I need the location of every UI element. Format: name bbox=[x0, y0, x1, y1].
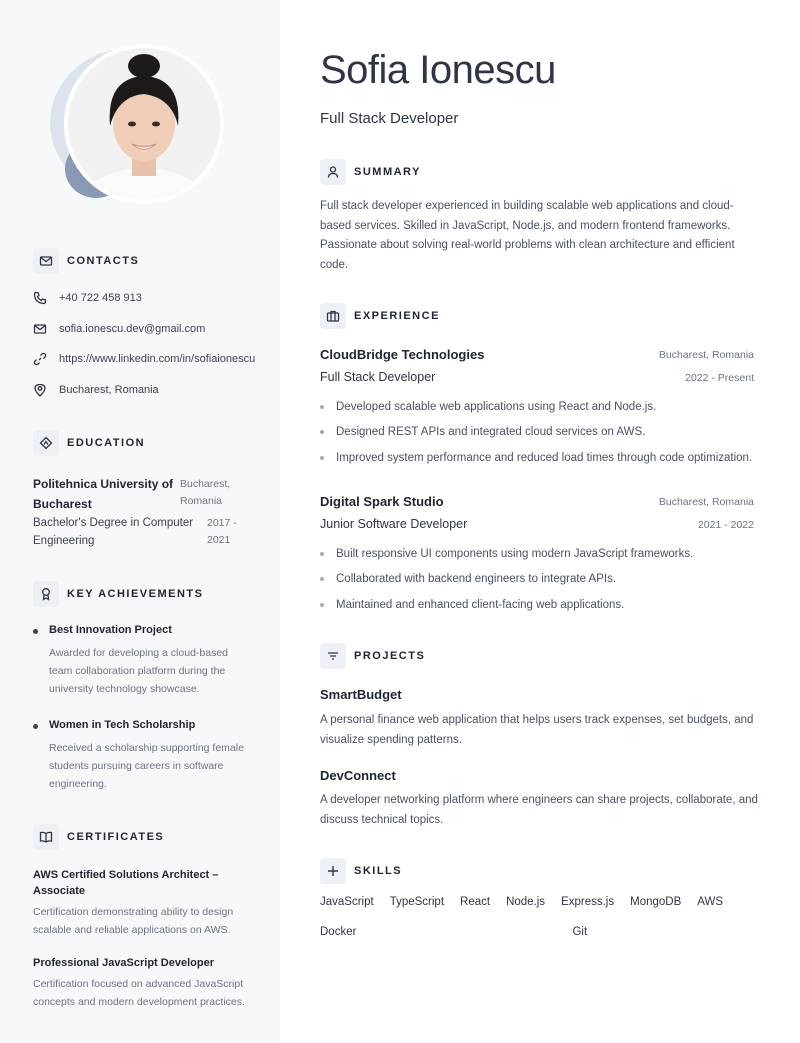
skill-item: TypeScript bbox=[389, 896, 445, 908]
education-location bbox=[180, 476, 230, 510]
experience-header bbox=[320, 303, 440, 329]
achievement-line: university technology showcase. bbox=[49, 683, 200, 695]
skills-header bbox=[320, 858, 402, 884]
main-content bbox=[280, 0, 800, 1043]
certificate-line: Certification focused on advanced JavaScript bbox=[33, 978, 244, 990]
skills-list bbox=[320, 896, 760, 938]
years-line-1: 2017 - bbox=[207, 517, 237, 529]
job-dates: 2021 - 2022 bbox=[697, 519, 754, 531]
email-icon bbox=[33, 322, 47, 336]
education-section-icon bbox=[33, 430, 59, 456]
achievement-title: Best Innovation Project bbox=[49, 624, 172, 636]
phone-icon bbox=[33, 291, 47, 305]
bullet-text: Improved system performance and reduced load times through code optimization. bbox=[336, 452, 753, 464]
achievements-title: KEY ACHIEVEMENTS bbox=[67, 588, 204, 600]
contact-location bbox=[33, 383, 159, 397]
filter-section-icon bbox=[320, 643, 346, 669]
book-section-icon bbox=[33, 824, 59, 850]
phone-number[interactable]: +40 722 458 913 bbox=[59, 292, 142, 304]
contact-email bbox=[33, 322, 205, 336]
bullet-text: Maintained and enhanced client-facing web applications. bbox=[336, 599, 625, 611]
skill-item: JavaScript bbox=[320, 896, 374, 908]
project-line: A personal finance web application that helps users track expenses, set budgets, and bbox=[320, 714, 754, 726]
person-name: Sofia Ionescu bbox=[320, 48, 556, 92]
achievement-title: Women in Tech Scholarship bbox=[49, 719, 196, 731]
certificate-line: scalable and reliable applications on AWS. bbox=[33, 924, 231, 936]
job-bullet bbox=[320, 599, 624, 611]
job-bullet bbox=[320, 573, 616, 585]
achievement-description bbox=[49, 739, 244, 793]
award-section-icon bbox=[33, 581, 59, 607]
achievements-header bbox=[33, 581, 203, 607]
achievement-description bbox=[49, 644, 228, 698]
achievement-line: Received a scholarship supporting female bbox=[49, 742, 244, 754]
certificate-title bbox=[33, 867, 218, 899]
skill-item: Node.js bbox=[506, 896, 546, 908]
user-section-icon bbox=[320, 159, 346, 185]
project-line: A developer networking platform where engineers can share projects, collaborate, and bbox=[320, 794, 758, 806]
certificate-title bbox=[33, 955, 214, 971]
degree-line-2: Engineering bbox=[33, 535, 95, 547]
education-title: EDUCATION bbox=[67, 437, 146, 449]
bullet-dot bbox=[320, 456, 324, 460]
degree-line-1: Bachelor's Degree in Computer bbox=[33, 517, 194, 529]
certificate-title-line: Professional JavaScript Developer bbox=[33, 957, 214, 969]
edu-location-line-2: Romania bbox=[180, 495, 223, 507]
skill-item: MongoDB bbox=[630, 896, 682, 908]
education-header bbox=[33, 430, 145, 456]
person-title: Full Stack Developer bbox=[320, 110, 459, 127]
project-name: SmartBudget bbox=[320, 687, 402, 702]
skills-title: SKILLS bbox=[354, 865, 403, 877]
achievement-line: team collaboration platform during the bbox=[49, 665, 226, 677]
job-location: Bucharest, Romania bbox=[658, 349, 754, 361]
experience-title: EXPERIENCE bbox=[354, 310, 440, 322]
bullet-text: Built responsive UI components using modern JavaScript frameworks. bbox=[336, 548, 694, 560]
bullet-dot bbox=[320, 603, 324, 607]
achievement-line: students pursuing careers in software bbox=[49, 760, 224, 772]
certificates-title: CERTIFICATES bbox=[67, 831, 165, 843]
project-line: visualize spending patterns. bbox=[320, 733, 462, 746]
job-role: Full Stack Developer bbox=[320, 370, 436, 384]
certificate-description bbox=[33, 903, 233, 939]
job-bullet bbox=[320, 548, 693, 560]
achievement-line: Awarded for developing a cloud-based bbox=[49, 647, 229, 659]
linkedin-link[interactable]: https://www.linkedin.com/in/sofiaionescu bbox=[59, 353, 256, 365]
avatar-area bbox=[48, 42, 228, 207]
bullet-text: Collaborated with backend engineers to integrate APIs. bbox=[336, 573, 617, 585]
job-bullet bbox=[320, 452, 752, 464]
skill-item: AWS bbox=[697, 896, 724, 908]
avatar bbox=[68, 48, 220, 200]
mail-section-icon bbox=[33, 248, 59, 274]
certificate-title-line: Associate bbox=[33, 885, 85, 897]
job-role: Junior Software Developer bbox=[320, 517, 468, 531]
job-dates: 2022 - Present bbox=[685, 372, 754, 384]
summary-line: code. bbox=[320, 258, 349, 271]
contacts-title: CONTACTS bbox=[67, 255, 140, 267]
school-line-2: Bucharest bbox=[33, 497, 92, 511]
certificate-title-line: AWS Certified Solutions Architect – bbox=[33, 869, 219, 881]
skill-item: React bbox=[460, 896, 491, 908]
bullet-dot bbox=[320, 405, 324, 409]
summary-title: SUMMARY bbox=[354, 166, 421, 178]
job-bullet bbox=[320, 426, 645, 438]
contact-phone bbox=[33, 291, 142, 305]
link-icon bbox=[33, 352, 47, 366]
education-degree bbox=[33, 514, 193, 550]
job-bullet bbox=[320, 401, 656, 413]
education-years bbox=[207, 515, 237, 549]
sidebar bbox=[0, 0, 280, 1043]
certificate-line: Certification demonstrating ability to design bbox=[33, 906, 234, 918]
certificate-line: concepts and modern development practices. bbox=[33, 996, 245, 1008]
location-text: Bucharest, Romania bbox=[59, 384, 159, 396]
projects-header bbox=[320, 643, 425, 669]
achievement-line: engineering. bbox=[49, 778, 107, 790]
project-name: DevConnect bbox=[320, 768, 396, 783]
job-company: Digital Spark Studio bbox=[320, 494, 444, 509]
achievement-bullet bbox=[33, 724, 38, 729]
bullet-dot bbox=[320, 430, 324, 434]
contacts-header bbox=[33, 248, 139, 274]
job-company: CloudBridge Technologies bbox=[320, 347, 485, 362]
project-line: discuss technical topics. bbox=[320, 813, 444, 826]
email-link[interactable]: sofia.ionescu.dev@gmail.com bbox=[59, 323, 206, 335]
location-pin-icon bbox=[33, 383, 47, 397]
bullet-text: Designed REST APIs and integrated cloud services on AWS. bbox=[336, 426, 646, 438]
project-description bbox=[320, 711, 753, 750]
bullet-dot bbox=[320, 552, 324, 556]
years-line-2: 2021 bbox=[207, 534, 231, 546]
bullet-text: Developed scalable web applications using React and Node.js. bbox=[336, 401, 657, 413]
job-location: Bucharest, Romania bbox=[658, 496, 754, 508]
summary-header bbox=[320, 159, 421, 185]
plus-section-icon bbox=[320, 858, 346, 884]
certificates-header bbox=[33, 824, 164, 850]
summary-line: Full stack developer experienced in building scalable web applications and cloud- bbox=[320, 200, 734, 212]
projects-title: PROJECTS bbox=[354, 650, 426, 662]
edu-location-line-1: Bucharest, bbox=[180, 478, 231, 490]
education-school bbox=[33, 474, 173, 514]
briefcase-section-icon bbox=[320, 303, 346, 329]
certificate-description bbox=[33, 975, 245, 1011]
bullet-dot bbox=[320, 577, 324, 581]
summary-line: Passionate about solving real-world problems with clean architecture and efficient bbox=[320, 239, 735, 251]
summary-text bbox=[320, 197, 760, 275]
avatar-portrait-icon bbox=[68, 48, 220, 200]
skill-item: Docker bbox=[320, 926, 357, 938]
school-line-1: Politehnica University of bbox=[33, 477, 174, 491]
summary-line: based services. Skilled in JavaScript, Node.js, and modern frontend frameworks. bbox=[320, 219, 731, 232]
skill-item: Git bbox=[572, 926, 588, 938]
skill-item: Express.js bbox=[561, 896, 615, 908]
project-description bbox=[320, 791, 758, 830]
achievement-bullet bbox=[33, 629, 38, 634]
contact-linkedin bbox=[33, 352, 255, 366]
